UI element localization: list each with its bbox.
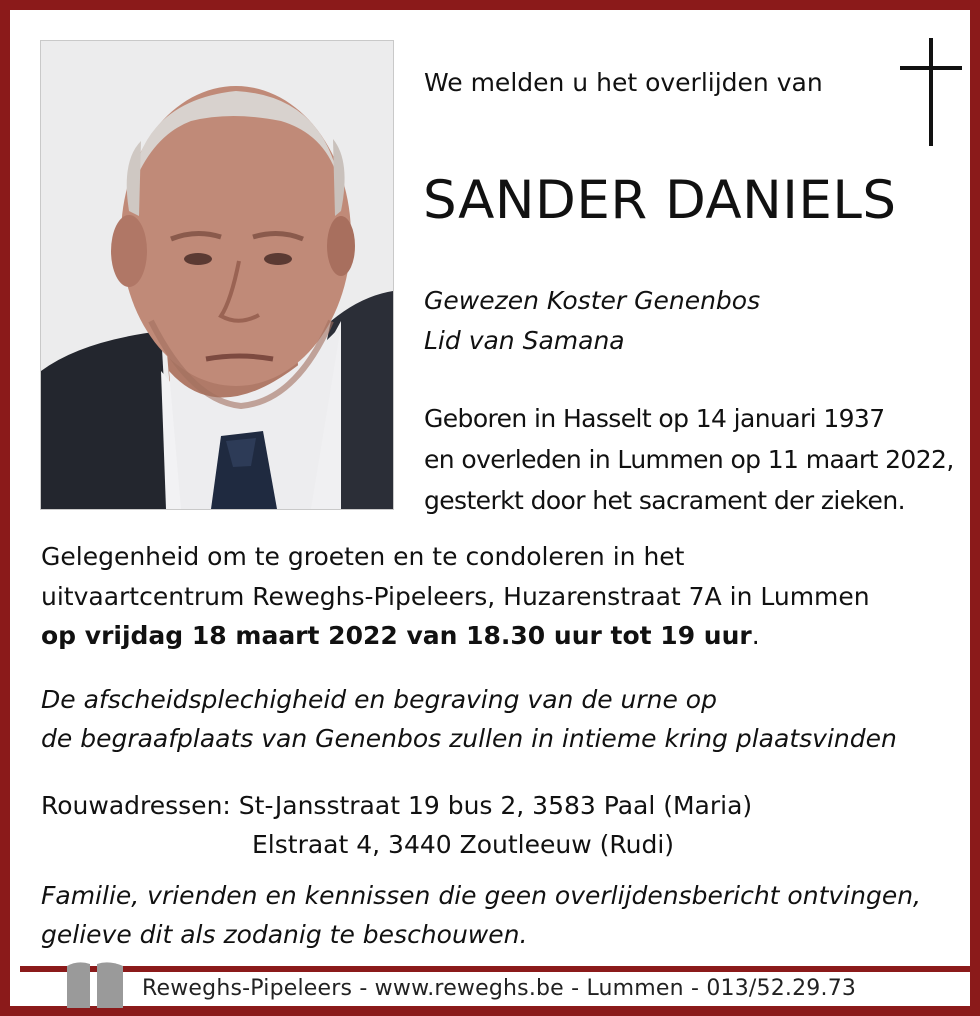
footer-contact: Reweghs-Pipeleers - www.reweghs.be - Lummen - 013/52.29.73 bbox=[142, 976, 857, 1001]
address-first: St-Jansstraat 19 bus 2, 3583 Paal (Maria) bbox=[238, 791, 753, 820]
intro-text: We melden u het overlijden van bbox=[424, 68, 823, 97]
address-line-first bbox=[41, 791, 752, 820]
deceased-name: SANDER DANIELS bbox=[423, 170, 897, 231]
closing-line: Familie, vrienden en kennissen die geen overlijdensbericht ontvingen, bbox=[41, 881, 921, 910]
cross-icon bbox=[900, 38, 964, 148]
role-line: Gewezen Koster Genenbos bbox=[424, 286, 761, 315]
funeral-home-logo-icon bbox=[67, 958, 125, 1008]
footer-divider bbox=[20, 966, 980, 972]
farewell-line: de begraafplaats van Genenbos zullen in intieme kring plaatsvinden bbox=[41, 724, 897, 753]
greeting-time-line bbox=[41, 621, 760, 650]
address-label: Rouwadressen: bbox=[41, 791, 231, 820]
birth-line: Geboren in Hasselt op 14 januari 1937 bbox=[424, 404, 885, 433]
portrait-photo bbox=[40, 40, 394, 510]
death-line: en overleden in Lummen op 11 maart 2022, bbox=[424, 445, 954, 474]
greeting-time-bold: op vrijdag 18 maart 2022 van 18.30 uur tot 19 uur bbox=[41, 621, 752, 650]
farewell-line: De afscheidsplechigheid en begraving van de urne op bbox=[41, 685, 717, 714]
address-second: Elstraat 4, 3440 Zoutleeuw (Rudi) bbox=[252, 830, 675, 859]
greeting-location-line: uitvaartcentrum Reweghs-Pipeleers, Huzarenstraat 7A in Lummen bbox=[41, 582, 870, 611]
greeting-time-period: . bbox=[751, 621, 760, 650]
greeting-line: Gelegenheid om te groeten en te condoleren in het bbox=[41, 542, 685, 571]
role-line: Lid van Samana bbox=[424, 326, 625, 355]
portrait-illustration bbox=[41, 41, 393, 509]
sacrament-line: gesterkt door het sacrament der zieken. bbox=[424, 486, 905, 515]
closing-line: gelieve dit als zodanig te beschouwen. bbox=[41, 920, 528, 949]
